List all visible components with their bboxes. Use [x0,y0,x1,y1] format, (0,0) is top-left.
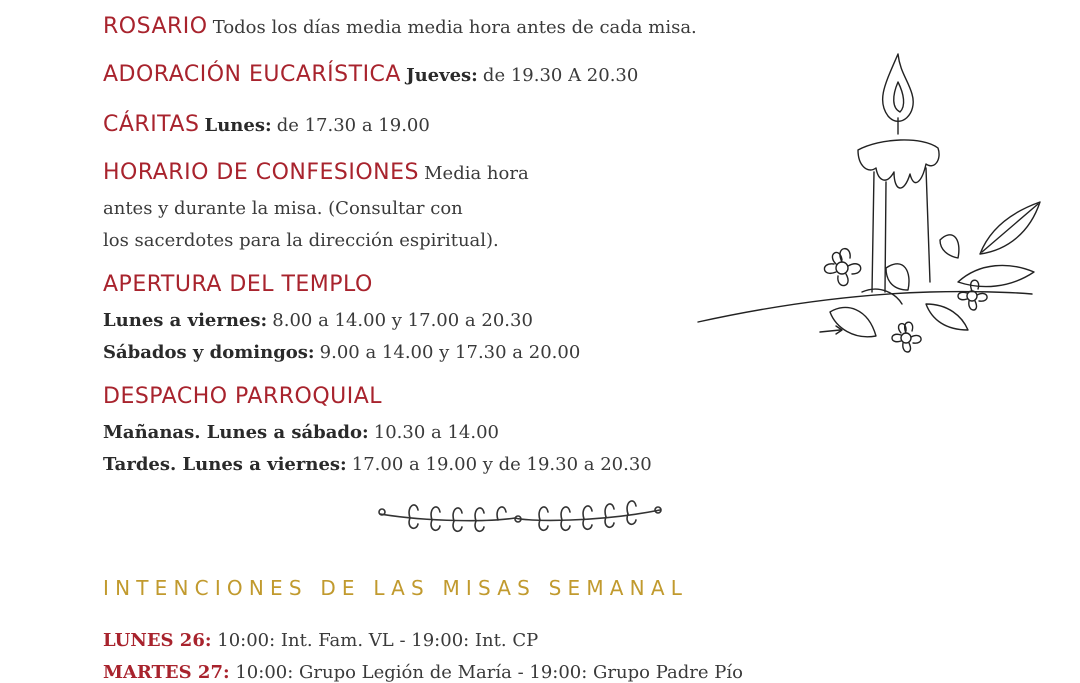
adoracion-title: ADORACIÓN EUCARÍSTICA [103,62,401,87]
confesiones-text-2: antes y durante la misa. (Consultar con [103,198,463,219]
despacho-row-label: Tardes. Lunes a viernes: [103,454,347,475]
mass-row [103,662,743,683]
mass-text: 10:00: Grupo Legión de María - 19:00: Grupo Padre Pío [235,662,743,683]
despacho-row-text: 17.00 a 19.00 y de 19.30 a 20.30 [351,454,652,475]
confesiones-text-3: los sacerdotes para la dirección espiritual). [103,230,499,251]
apertura-row [103,344,580,362]
confesiones-line-1 [103,162,529,184]
confesiones-title: HORARIO DE CONFESIONES [103,160,420,185]
intenciones-title: INTENCIONES DE LAS MISAS SEMANAL [103,576,689,600]
adoracion-line [103,64,638,86]
adoracion-text: de 19.30 A 20.30 [482,65,639,86]
caritas-label: Lunes: [204,115,272,136]
despacho-row-text: 10.30 a 14.00 [373,422,499,443]
apertura-title: APERTURA DEL TEMPLO [103,272,373,297]
rosario-title: ROSARIO [103,14,208,39]
caritas-text: de 17.30 a 19.00 [276,115,430,136]
apertura-row-label: Lunes a viernes: [103,310,268,331]
mass-day: LUNES 26: [103,630,212,651]
despacho-title: DESPACHO PARROQUIAL [103,384,383,409]
candle-with-flowers-icon [690,42,1050,362]
rosario-line [103,16,697,38]
mass-text: 10:00: Int. Fam. VL - 19:00: Int. CP [217,630,539,651]
despacho-row-label: Mañanas. Lunes a sábado: [103,422,369,443]
confesiones-text-1: Media hora [424,163,529,184]
caritas-line [103,114,430,136]
apertura-row-text: 8.00 a 14.00 y 17.00 a 20.30 [272,310,533,331]
mass-row [103,630,538,651]
despacho-row [103,424,499,442]
despacho-row [103,456,652,474]
apertura-row-text: 9.00 a 14.00 y 17.30 a 20.00 [319,342,581,363]
apertura-row-label: Sábados y domingos: [103,342,315,363]
mass-day: MARTES 27: [103,662,230,683]
apertura-row [103,312,533,330]
caritas-title: CÁRITAS [103,112,200,137]
rosario-text: Todos los días media media hora antes de cada misa. [212,17,697,38]
vine-divider-icon [370,492,670,542]
adoracion-label: Jueves: [406,65,478,86]
